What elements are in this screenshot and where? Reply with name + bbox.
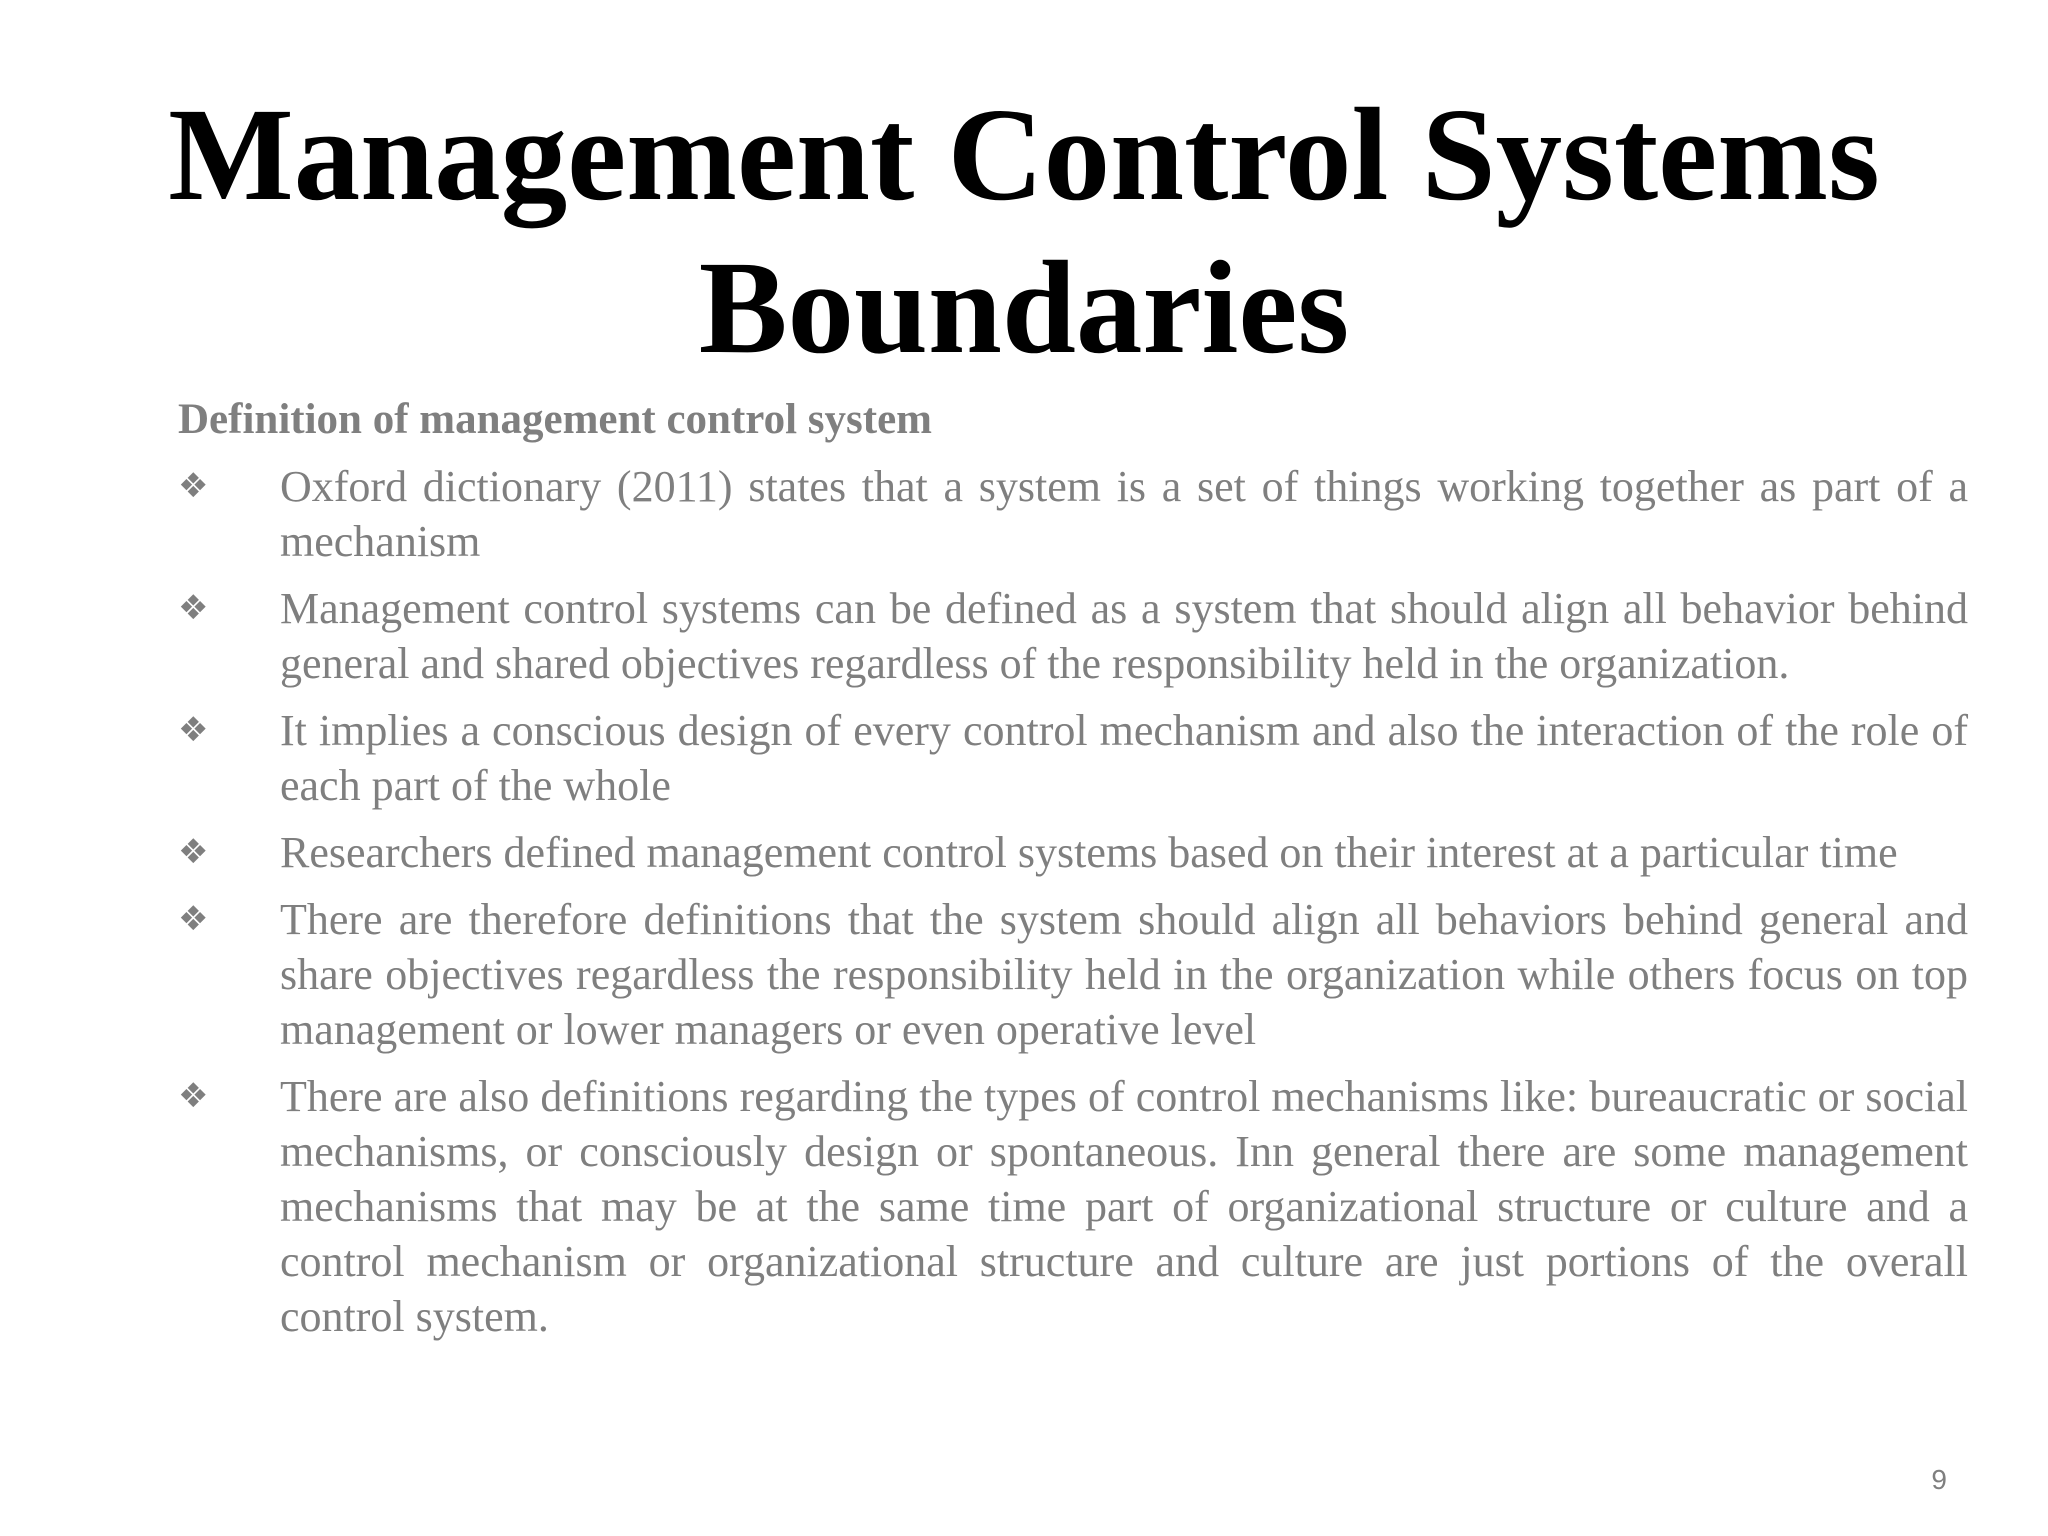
bullet-text: It implies a conscious design of every control mechanism and also the interaction of the role of each part of the whole	[280, 706, 1968, 810]
bullet-list	[178, 459, 1968, 1344]
bullet-item	[178, 892, 1968, 1057]
bullet-text: Management control systems can be defined as a system that should align all behavior behind general and shared objectives regardless of the responsibility held in the organization.	[280, 584, 1968, 688]
diamond-bullet-icon: ❖	[178, 466, 209, 506]
diamond-bullet-icon: ❖	[178, 710, 209, 750]
diamond-bullet-icon: ❖	[178, 588, 209, 628]
diamond-bullet-icon: ❖	[178, 899, 209, 939]
slide-title-line-2: Boundaries	[698, 233, 1350, 381]
slide-content	[178, 392, 1968, 1356]
bullet-text: There are also definitions regarding the types of control mechanisms like: bureaucratic or social mechanisms, or consciously design or spontaneous. Inn general there are some management mechanisms that may be at the same time part of organizational structure or culture and a control mechanism or organizational structure and culture are just portions of the overall control system.	[280, 1072, 1968, 1341]
bullet-text: Researchers defined management control systems based on their interest at a particular time	[280, 828, 1898, 877]
bullet-item	[178, 1069, 1968, 1344]
diamond-bullet-icon: ❖	[178, 1076, 209, 1116]
bullet-item	[178, 581, 1968, 691]
bullet-item	[178, 825, 1968, 880]
slide-title	[0, 78, 2048, 384]
bullet-text: There are therefore definitions that the system should align all behaviors behind general and share objectives regardless the responsibility held in the organization while others focus on top management or lower managers or even operative level	[280, 895, 1968, 1054]
section-subheading: Definition of management control system	[178, 396, 932, 443]
bullet-item	[178, 459, 1968, 569]
diamond-bullet-icon: ❖	[178, 832, 209, 872]
bullet-item	[178, 703, 1968, 813]
bullet-text: Oxford dictionary (2011) states that a system is a set of things working together as part of a mechanism	[280, 462, 1968, 566]
slide-title-line-1: Management Control Systems	[168, 80, 1880, 228]
page-number: 9	[1931, 1464, 1947, 1495]
